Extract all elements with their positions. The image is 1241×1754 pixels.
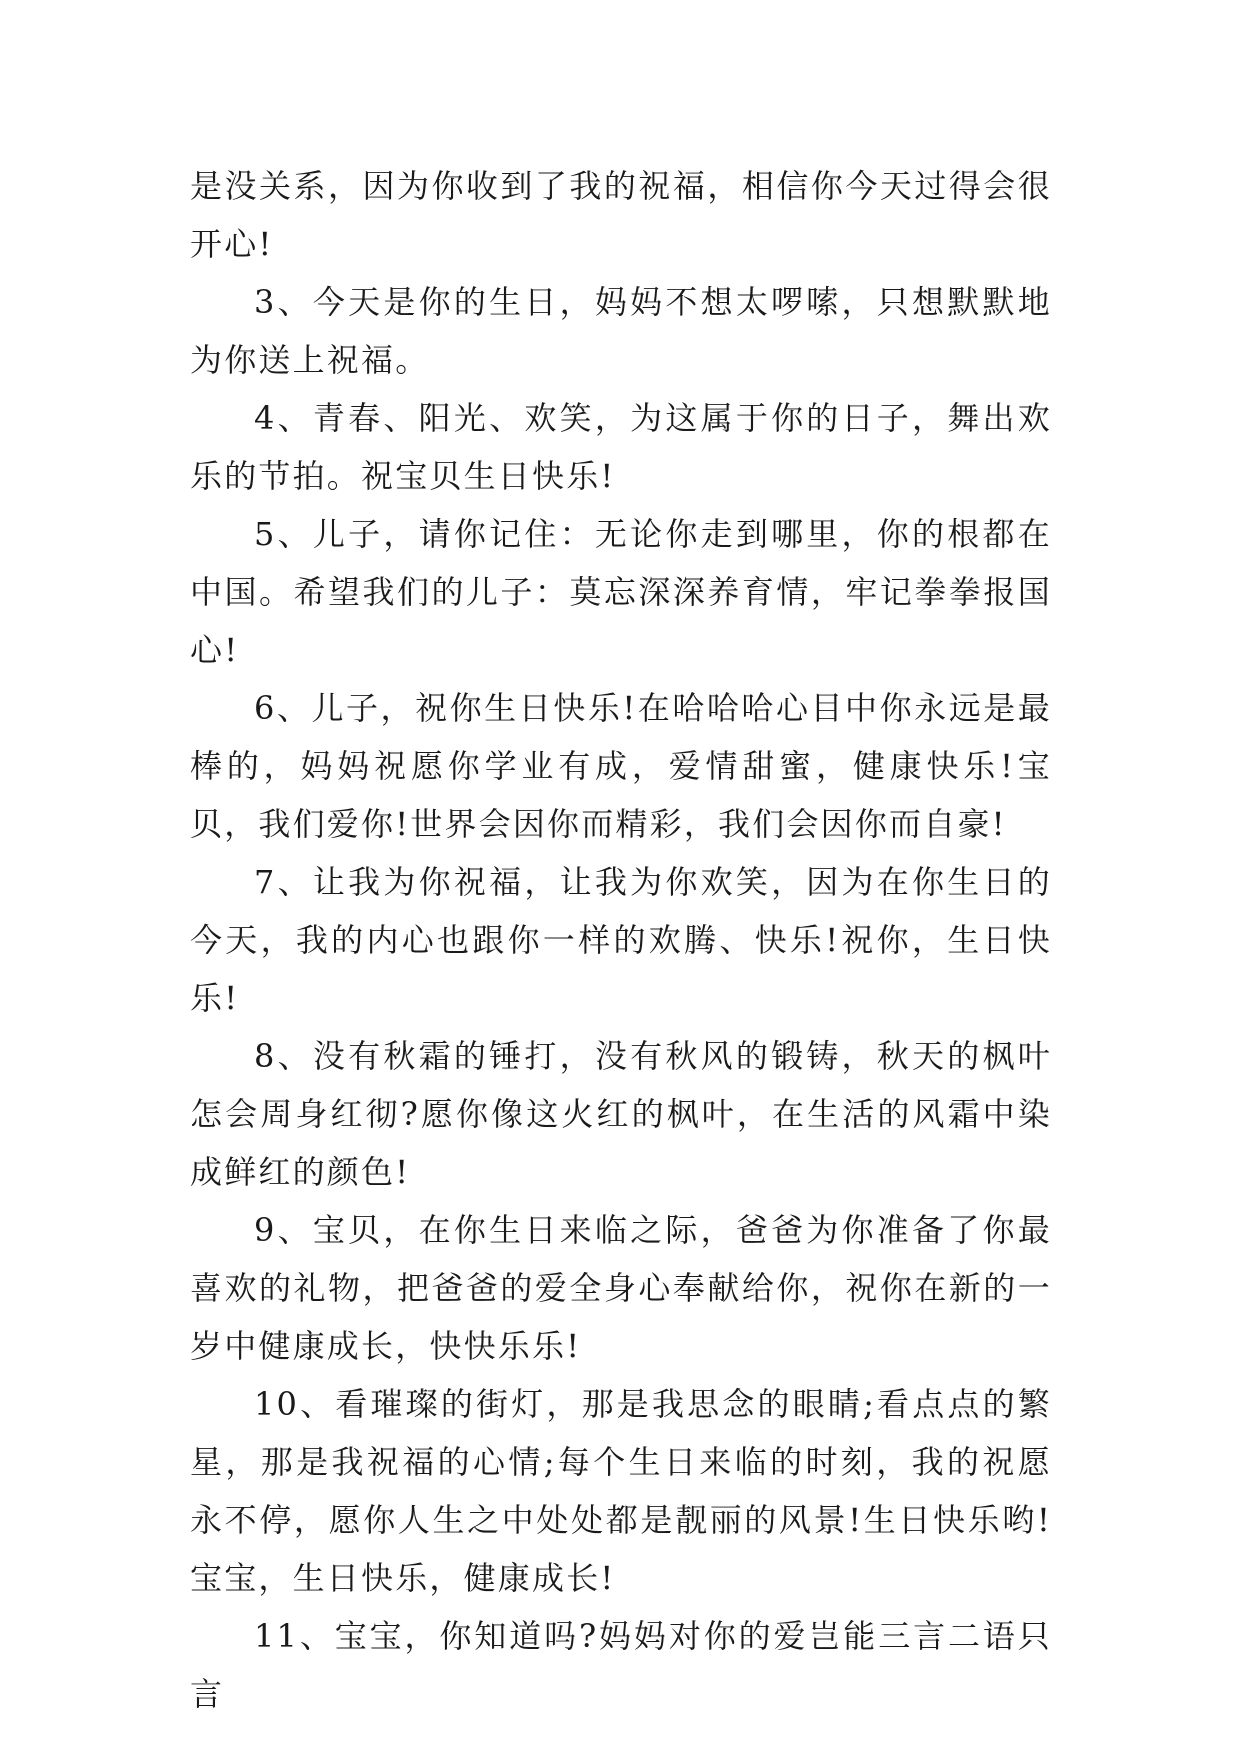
paragraph-wish-11: 11、宝宝，你知道吗?妈妈对你的爱岂能三言二语只言 <box>190 1617 1052 1713</box>
paragraph-wish-5: 5、儿子，请你记住：无论你走到哪里，你的根都在中国。希望我们的儿子：莫忘深深养育情，牢记拳拳报国心! <box>190 515 1052 669</box>
paragraph-wish-9: 9、宝贝，在你生日来临之际，爸爸为你准备了你最喜欢的礼物，把爸爸的爱全身心奉献给你，祝你在新的一岁中健康成长，快快乐乐! <box>190 1211 1052 1365</box>
paragraph-continuation: 是没关系，因为你收到了我的祝福，相信你今天过得会很开心! <box>190 167 1052 263</box>
paragraph-wish-4: 4、青春、阳光、欢笑，为这属于你的日子，舞出欢乐的节拍。祝宝贝生日快乐! <box>190 399 1052 495</box>
paragraph-wish-6: 6、儿子，祝你生日快乐!在哈哈哈心目中你永远是最棒的，妈妈祝愿你学业有成，爱情甜蜜，健康快乐!宝贝，我们爱你!世界会因你而精彩，我们会因你而自豪! <box>190 689 1052 843</box>
document-body <box>190 157 1052 1723</box>
paragraph-wish-7: 7、让我为你祝福，让我为你欢笑，因为在你生日的今天，我的内心也跟你一样的欢腾、快乐!祝你，生日快乐! <box>190 863 1052 1017</box>
paragraph-wish-8: 8、没有秋霜的锤打，没有秋风的锻铸，秋天的枫叶怎会周身红彻?愿你像这火红的枫叶，在生活的风霜中染成鲜红的颜色! <box>190 1037 1052 1191</box>
paragraph-wish-10: 10、看璀璨的街灯，那是我思念的眼睛;看点点的繁星，那是我祝福的心情;每个生日来临的时刻，我的祝愿永不停，愿你人生之中处处都是靓丽的风景!生日快乐哟!宝宝，生日快乐，健康成长! <box>190 1385 1052 1597</box>
paragraph-wish-3: 3、今天是你的生日，妈妈不想太啰嗦，只想默默地为你送上祝福。 <box>190 283 1052 379</box>
